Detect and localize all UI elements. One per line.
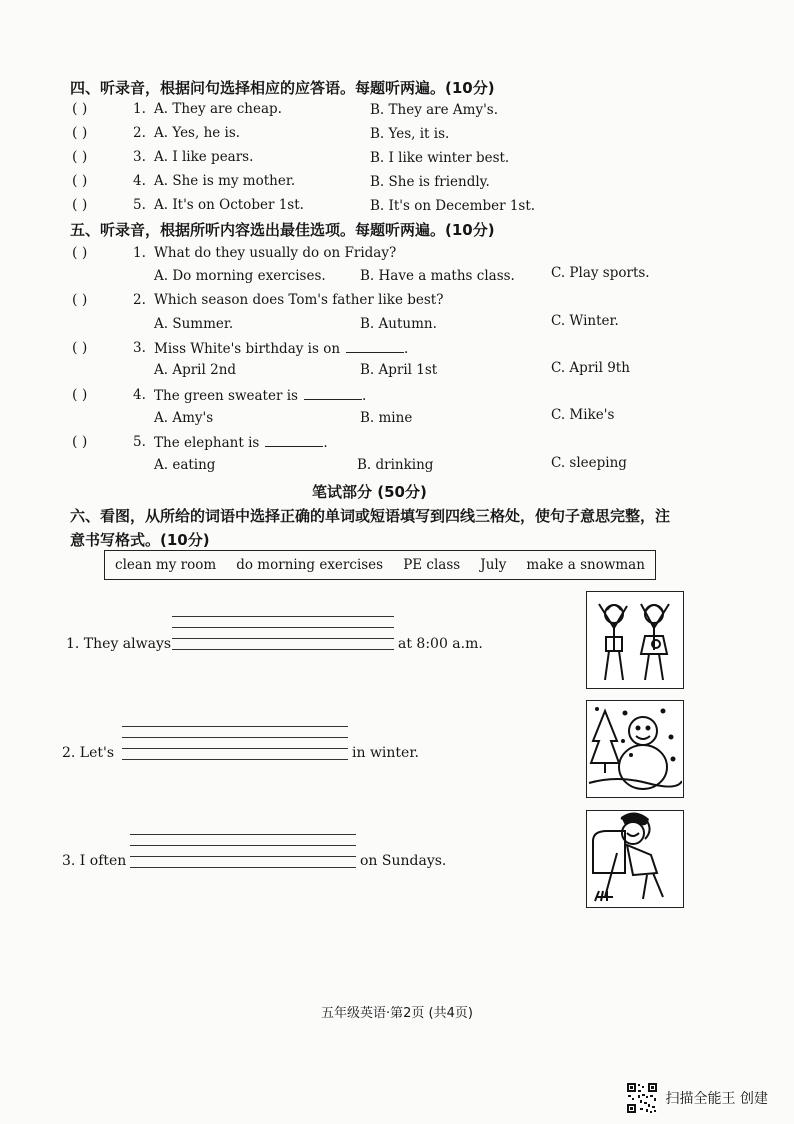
- answer-paren[interactable]: ( ): [72, 125, 88, 141]
- picture-snowman: [586, 700, 684, 798]
- option-b: B. It's on December 1st.: [370, 198, 536, 214]
- option-a: A. eating: [154, 457, 216, 473]
- watermark-text: 扫描全能王 创建: [665, 1091, 768, 1107]
- word-bank-item: make a snowman: [526, 557, 645, 573]
- option-b: B. She is friendly.: [370, 174, 490, 190]
- answer-paren[interactable]: ( ): [72, 101, 88, 117]
- word-bank-item: July: [480, 557, 507, 573]
- question-text: Which season does Tom's father like best?: [154, 292, 444, 308]
- answer-paren[interactable]: ( ): [72, 434, 88, 450]
- option-b: B. I like winter best.: [370, 150, 510, 166]
- option-c: C. Play sports.: [551, 265, 650, 281]
- option-a: A. It's on October 1st.: [154, 197, 304, 213]
- option-a: A. Amy's: [154, 410, 214, 426]
- option-c: C. sleeping: [551, 455, 627, 471]
- sentence-3-start: 3. I often: [62, 853, 127, 869]
- sentence-2-end: in winter.: [352, 745, 419, 761]
- question-number: 2.: [133, 125, 146, 141]
- answer-paren[interactable]: ( ): [72, 387, 88, 403]
- section4-heading: 四、听录音，根据问句选择相应的应答语。每题听两遍。(10分): [70, 79, 495, 97]
- page-footer: 五年级英语·第2页 (共4页): [321, 1006, 473, 1021]
- option-a: A. I like pears.: [154, 149, 254, 165]
- answer-paren[interactable]: ( ): [72, 292, 88, 308]
- four-line-writing-area[interactable]: [130, 834, 356, 868]
- kids-exercising-icon: [587, 592, 682, 687]
- question-number: 2.: [133, 292, 146, 308]
- option-a: A. April 2nd: [154, 362, 237, 378]
- question-number: 4.: [133, 387, 146, 403]
- fill-blank[interactable]: [304, 387, 362, 400]
- option-b: B. They are Amy's.: [370, 102, 498, 118]
- option-a: A. Summer.: [154, 316, 234, 332]
- answer-paren[interactable]: ( ): [72, 197, 88, 213]
- girl-cleaning-icon: [587, 811, 682, 906]
- sentence-3-end: on Sundays.: [360, 853, 447, 869]
- answer-paren[interactable]: ( ): [72, 149, 88, 165]
- answer-paren[interactable]: ( ): [72, 173, 88, 189]
- option-b: B. Have a maths class.: [360, 268, 515, 284]
- word-bank-item: do morning exercises: [236, 557, 384, 573]
- option-b: B. Autumn.: [360, 316, 437, 332]
- picture-morning-exercises: [586, 591, 684, 689]
- question-text: The green sweater is .: [154, 388, 367, 404]
- word-bank: [104, 550, 656, 580]
- question-text: Miss White's birthday is on .: [154, 341, 409, 357]
- question-number: 1.: [133, 245, 146, 261]
- question-number: 3.: [133, 149, 146, 165]
- option-b: B. Yes, it is.: [370, 126, 450, 142]
- section6-heading-line1: 六、看图，从所给的词语中选择正确的单词或短语填写到四线三格处，使句子意思完整，注: [70, 507, 671, 525]
- option-b: B. April 1st: [360, 362, 438, 378]
- question-number: 3.: [133, 340, 146, 356]
- option-b: B. drinking: [357, 457, 434, 473]
- fill-blank[interactable]: [346, 340, 404, 353]
- section6-heading-line2: 意书写格式。(10分): [70, 531, 210, 549]
- written-part-title: 笔试部分 (50分): [312, 483, 427, 501]
- sentence-1-start: 1. They always: [66, 636, 172, 652]
- sentence-2-start: 2. Let's: [62, 745, 115, 761]
- answer-paren[interactable]: ( ): [72, 245, 88, 261]
- question-number: 1.: [133, 101, 146, 117]
- qr-code-icon: [626, 1082, 658, 1114]
- question-number: 5.: [133, 434, 146, 450]
- question-text: The elephant is .: [154, 435, 328, 451]
- word-bank-item: clean my room: [115, 557, 217, 573]
- snowman-icon: [587, 701, 682, 796]
- sentence-1-end: at 8:00 a.m.: [398, 636, 483, 652]
- question-text: What do they usually do on Friday?: [154, 245, 397, 261]
- scanner-watermark: [626, 1082, 768, 1114]
- fill-blank[interactable]: [265, 434, 323, 447]
- four-line-writing-area[interactable]: [172, 616, 394, 650]
- question-number: 5.: [133, 197, 146, 213]
- option-c: C. Mike's: [551, 407, 615, 423]
- option-b: B. mine: [360, 410, 413, 426]
- four-line-writing-area[interactable]: [122, 726, 348, 760]
- option-c: C. Winter.: [551, 313, 619, 329]
- option-a: A. Do morning exercises.: [154, 268, 326, 284]
- option-a: A. She is my mother.: [154, 173, 296, 189]
- option-a: A. They are cheap.: [154, 101, 282, 117]
- picture-clean-room: [586, 810, 684, 908]
- answer-paren[interactable]: ( ): [72, 340, 88, 356]
- section5-heading: 五、听录音，根据所听内容选出最佳选项。每题听两遍。(10分): [70, 221, 495, 239]
- question-number: 4.: [133, 173, 146, 189]
- word-bank-item: PE class: [403, 557, 461, 573]
- option-c: C. April 9th: [551, 360, 630, 376]
- option-a: A. Yes, he is.: [154, 125, 241, 141]
